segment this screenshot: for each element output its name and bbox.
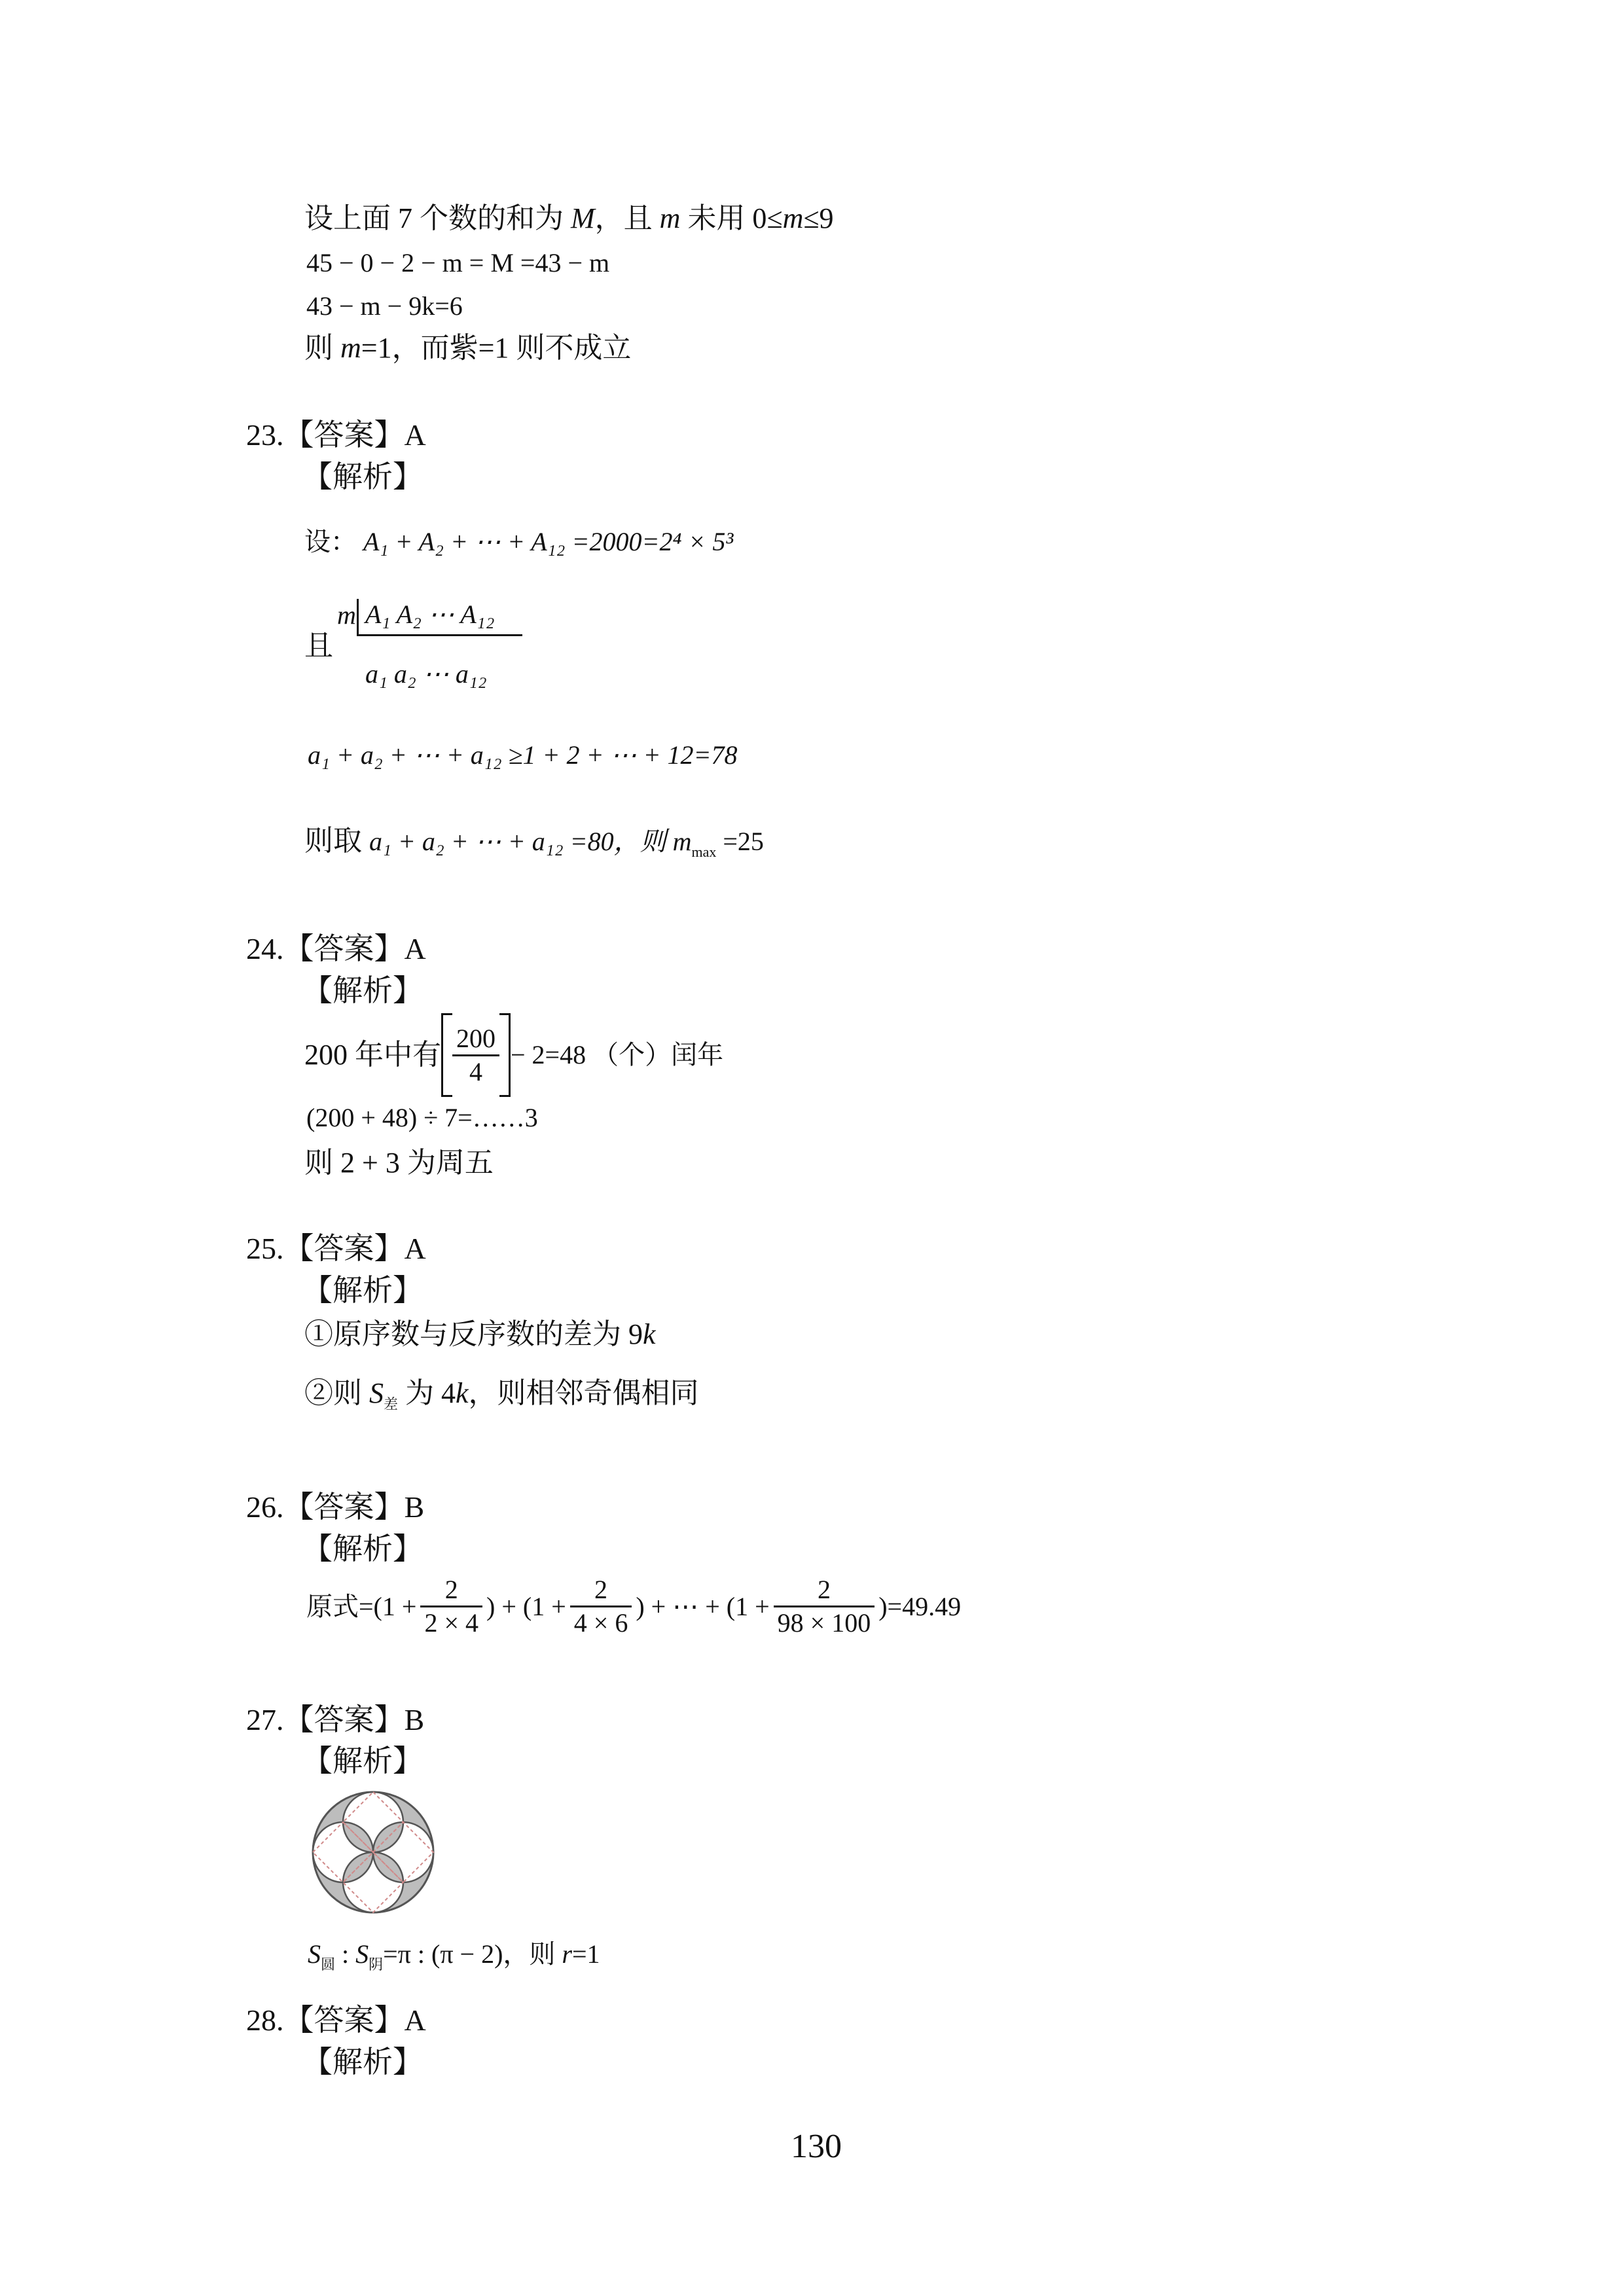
item-25-step-1 bbox=[304, 1320, 656, 1349]
denominator: 4 × 6 bbox=[573, 1608, 628, 1638]
item-number: 25. bbox=[246, 1232, 284, 1265]
equation-line-3: 43 − m − 9k=6 bbox=[306, 291, 463, 321]
item-24-division: (200 + 48) ÷ 7=……3 bbox=[306, 1103, 538, 1132]
value: =1 bbox=[572, 1939, 600, 1969]
var-M: M bbox=[571, 202, 595, 234]
var-m: m bbox=[672, 827, 692, 856]
item-23-inequality: a₁ + a₂ + ⋯ + a₁₂ ≥1 + 2 + ⋯ + 12=78 bbox=[308, 740, 738, 770]
text: 则 bbox=[304, 332, 340, 364]
numerator: 2 bbox=[570, 1574, 632, 1607]
answer-value: A bbox=[404, 2003, 426, 2037]
item-26-formula bbox=[306, 1574, 961, 1639]
item-number: 23. bbox=[246, 418, 284, 452]
answer-label: 【答案】 bbox=[283, 418, 405, 452]
answer-value: B bbox=[404, 1703, 425, 1736]
answer-label: 【答案】 bbox=[283, 932, 405, 965]
item-26-header bbox=[246, 1492, 424, 1522]
equation-line-2: 45 − 0 − 2 − m = M =43 − m bbox=[306, 248, 610, 278]
text: ，且 bbox=[594, 202, 660, 234]
fraction bbox=[774, 1574, 875, 1639]
equation: A₁ + A₂ + ⋯ + A₁₂ =2000=2⁴ × 5³ bbox=[363, 527, 734, 556]
fraction bbox=[420, 1574, 482, 1639]
item-25-header bbox=[246, 1234, 426, 1264]
text: 未用 0≤ bbox=[680, 202, 783, 234]
text: ①原序数与反序数的差为 9 bbox=[304, 1318, 643, 1350]
item-25-step-2 bbox=[304, 1379, 699, 1412]
subscript-shaded: 阴 bbox=[369, 1956, 384, 1973]
item-23-conclusion bbox=[304, 827, 764, 859]
text: 设： bbox=[304, 527, 357, 556]
item-24-analysis-label: 【解析】 bbox=[302, 974, 423, 1007]
item-24-leap-years bbox=[304, 1013, 723, 1097]
answer-label: 【答案】 bbox=[283, 1490, 405, 1524]
var-S: S bbox=[369, 1377, 384, 1409]
fraction bbox=[570, 1574, 632, 1639]
text: : bbox=[335, 1939, 356, 1969]
text: ≤9 bbox=[803, 202, 834, 234]
circle-petal-diagram bbox=[308, 1787, 439, 1918]
text: )=49.49 bbox=[878, 1591, 962, 1621]
item-23-division-top: A₁ A₂ ⋯ A₁₂ bbox=[357, 599, 522, 636]
text-line-sum-definition bbox=[304, 204, 834, 233]
item-24-conclusion: 则 2 + 3 为周五 bbox=[304, 1147, 494, 1179]
text: =π : (π − 2)，则 bbox=[383, 1939, 562, 1969]
item-24-header bbox=[246, 934, 426, 964]
text: 原式=(1 + bbox=[306, 1591, 417, 1621]
text: ) + ⋯ + (1 + bbox=[636, 1591, 770, 1621]
text: 设上面 7 个数的和为 bbox=[304, 202, 571, 234]
item-27-header bbox=[246, 1705, 424, 1735]
var-k: k bbox=[456, 1377, 469, 1409]
answer-value: A bbox=[404, 932, 426, 965]
subscript-max: max bbox=[691, 844, 717, 860]
var-m: m bbox=[659, 202, 681, 234]
item-23-divisor-m: m bbox=[337, 600, 356, 630]
fraction bbox=[452, 1023, 499, 1088]
item-27-analysis-label: 【解析】 bbox=[302, 1744, 423, 1778]
item-23-and-label: 且 bbox=[304, 630, 333, 662]
value: =25 bbox=[716, 827, 764, 856]
var-m: m bbox=[782, 202, 804, 234]
answer-value: B bbox=[404, 1490, 425, 1524]
text: ，则相邻奇偶相同 bbox=[468, 1377, 699, 1409]
item-23-setup bbox=[304, 529, 733, 555]
answer-label: 【答案】 bbox=[283, 1703, 405, 1736]
var-m: m bbox=[340, 332, 361, 364]
item-28-analysis-label: 【解析】 bbox=[302, 2045, 423, 2079]
item-26-analysis-label: 【解析】 bbox=[302, 1532, 423, 1566]
text: ) + (1 + bbox=[486, 1591, 566, 1621]
text-line-conclusion bbox=[304, 334, 631, 363]
item-number: 27. bbox=[246, 1703, 284, 1736]
text: 则取 bbox=[304, 825, 369, 857]
item-28-header bbox=[246, 2005, 426, 2036]
equation: a₁ + a₂ + ⋯ + a₁₂ =80，则 bbox=[369, 827, 673, 856]
denominator: 4 bbox=[469, 1056, 482, 1086]
text: ②则 bbox=[304, 1377, 369, 1409]
answer-value: A bbox=[404, 418, 426, 452]
item-25-analysis-label: 【解析】 bbox=[302, 1274, 423, 1307]
item-number: 28. bbox=[246, 2003, 284, 2037]
answer-value: A bbox=[404, 1232, 426, 1265]
var-S: S bbox=[355, 1939, 369, 1969]
var-k: k bbox=[643, 1318, 656, 1350]
text: 为 4 bbox=[398, 1377, 456, 1409]
answer-label: 【答案】 bbox=[283, 2003, 405, 2037]
var-r: r bbox=[562, 1939, 572, 1969]
numerator: 2 bbox=[420, 1574, 482, 1607]
item-number: 24. bbox=[246, 932, 284, 965]
numerator: 200 bbox=[452, 1023, 499, 1056]
text: − 2=48 （个）闰年 bbox=[511, 1040, 724, 1069]
numerator: 2 bbox=[774, 1574, 875, 1607]
floor-bracket-right bbox=[499, 1013, 511, 1097]
denominator: 98 × 100 bbox=[777, 1608, 871, 1638]
subscript-circle: 圆 bbox=[321, 1956, 336, 1973]
page-number: 130 bbox=[791, 2128, 842, 2165]
item-23-division-bottom: a₁ a₂ ⋯ a₁₂ bbox=[365, 659, 487, 689]
item-23-header bbox=[246, 420, 426, 450]
floor-bracket-left bbox=[441, 1013, 452, 1097]
subscript-diff: 差 bbox=[384, 1396, 399, 1412]
item-number: 26. bbox=[246, 1490, 284, 1524]
var-S: S bbox=[308, 1939, 321, 1969]
item-23-analysis-label: 【解析】 bbox=[302, 460, 423, 493]
item-27-ratio bbox=[308, 1941, 600, 1972]
denominator: 2 × 4 bbox=[424, 1608, 478, 1638]
text: =1，而紫=1 则不成立 bbox=[361, 332, 632, 364]
answer-label: 【答案】 bbox=[283, 1232, 405, 1265]
text: 200 年中有 bbox=[304, 1039, 441, 1071]
